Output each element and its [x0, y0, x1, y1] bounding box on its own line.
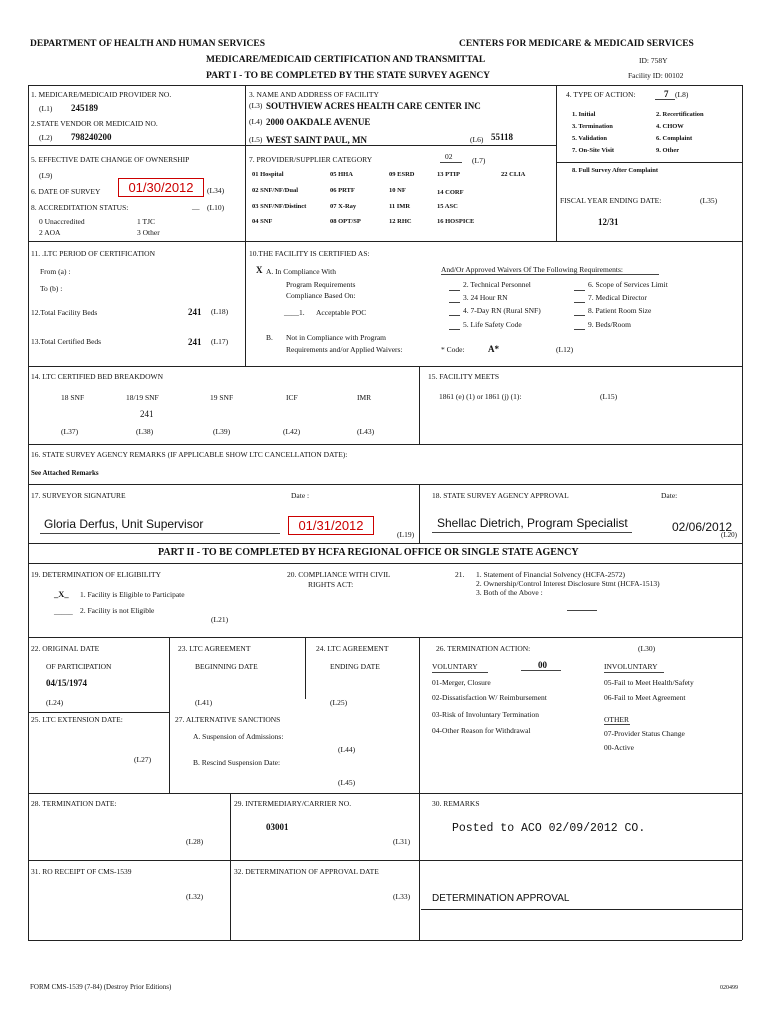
action-option: 7. On-Site Visit	[572, 147, 615, 154]
category-item: 22 CLIA	[501, 171, 526, 178]
facility-meets-text: 1861 (e) (1) or 1861 (j) (1):	[439, 392, 522, 401]
category-item: 07 X-Ray	[330, 203, 357, 210]
provider-no-label: 1. MEDICARE/MEDICAID PROVIDER NO.	[31, 90, 172, 99]
certified-beds-label: 13.Total Certified Beds	[31, 337, 102, 346]
not-eligible-blank: _____	[54, 607, 73, 616]
other-label: OTHER	[604, 715, 629, 724]
form-number: 020499	[720, 985, 738, 991]
voluntary-item: 01-Merger, Closure	[432, 678, 491, 687]
civil-rights-label: 20. COMPLIANCE WITH CIVIL	[287, 570, 391, 579]
survey-date-value: 01/30/2012	[118, 178, 204, 197]
category-item: 06 PRTF	[330, 187, 355, 194]
ltc-from: From (a) :	[40, 267, 71, 276]
waiver-item: 5. Life Safety Code	[463, 320, 522, 329]
s21-item: 3. Both of the Above :	[476, 588, 543, 597]
ltc-to: To (b) :	[40, 284, 63, 293]
bed-col: 18/19 SNF	[126, 393, 159, 402]
waiver-item: 9. Beds/Room	[588, 320, 631, 329]
ltc-end-sub: ENDING DATE	[330, 662, 380, 671]
s21-item: 1. Statement of Financial Solvency (HCFA-2572)	[476, 570, 626, 579]
eligibility-label: 19. DETERMINATION OF ELIGIBILITY	[31, 570, 161, 579]
l45-code: (L45)	[338, 778, 356, 787]
action-option: 6. Complaint	[656, 135, 693, 142]
bed-breakdown-value: 241	[140, 409, 154, 419]
facility-address-label: 3. NAME AND ADDRESS OF FACILITY	[249, 90, 379, 99]
not-eligible-option: 2. Facility is not Eligible	[80, 606, 155, 615]
category-item: 16 HOSPICE	[437, 218, 475, 225]
accreditation-blank: __	[192, 202, 200, 211]
eligible-check: _X_	[54, 589, 69, 599]
facility-street: 2000 OAKDALE AVENUE	[266, 117, 371, 127]
action-option: 3. Termination	[572, 123, 613, 130]
code-label: * Code:	[441, 345, 465, 354]
total-beds-value: 241	[188, 307, 202, 317]
waiver-item: 8. Patient Room Size	[588, 306, 652, 315]
original-date-sub: OF PARTICIPATION	[46, 662, 112, 671]
rescind-suspension: B. Rescind Suspension Date:	[193, 758, 281, 767]
ltc-period-label: 11. .LTC PERIOD OF CERTIFICATION	[31, 249, 156, 258]
l19-code: (L19)	[397, 530, 415, 539]
accreditation-option: 3 Other	[137, 228, 160, 237]
category-value: 02	[445, 152, 453, 161]
fiscal-year-label: FISCAL YEAR ENDING DATE:	[560, 196, 662, 205]
civil-rights-label-2: RIGHTS ACT:	[308, 580, 354, 589]
l27-code: (L27)	[134, 755, 152, 764]
facility-name: SOUTHVIEW ACRES HEALTH CARE CENTER INC	[266, 101, 481, 111]
l10-code: (L10)	[207, 203, 225, 212]
category-item: 11 IMR	[389, 203, 411, 210]
vendor-no-value: 798240200	[71, 132, 112, 142]
bed-col: IMR	[357, 393, 372, 402]
voluntary-label: VOLUNTARY	[432, 662, 478, 671]
surveyor-date: 01/31/2012	[288, 516, 374, 535]
termination-action-label: 26. TERMINATION ACTION:	[436, 644, 531, 653]
waiver-item: 4. 7-Day RN (Rural SNF)	[463, 306, 541, 315]
action-option: 9. Other	[656, 147, 680, 154]
approval-signature: Shellac Dietrich, Program Specialist	[437, 516, 628, 530]
type-action-value: 7	[664, 89, 669, 99]
l24-code: (L24)	[46, 698, 64, 707]
intermediary-value: 03001	[266, 822, 289, 832]
eligible-option: 1. Facility is Eligible to Participate	[80, 590, 185, 599]
program-requirements: Program Requirements	[286, 280, 356, 289]
category-item: 13 PTIP	[437, 171, 460, 178]
facility-id: Facility ID: 00102	[628, 71, 684, 80]
l18-code: (L18)	[211, 307, 229, 316]
surveyor-signature-label: 17. SURVEYOR SIGNATURE	[31, 491, 126, 500]
waiver-item: 2. Technical Personnel	[463, 280, 531, 289]
category-item: 03 SNF/NF/Distinct	[252, 203, 307, 210]
facility-zip: 55118	[491, 132, 514, 142]
l44-code: (L44)	[338, 745, 356, 754]
bed-breakdown-label: 14. LTC CERTIFIED BED BREAKDOWN	[31, 372, 163, 381]
acceptable-poc: Acceptable POC	[316, 308, 367, 317]
compliance-check: X	[256, 265, 263, 275]
termination-action-value: 00	[538, 660, 547, 670]
l21-code: (L21)	[211, 615, 229, 624]
facility-city: WEST SAINT PAUL, MN	[266, 135, 368, 145]
voluntary-item: 03-Risk of Involuntary Termination	[432, 710, 540, 719]
waivers-title: And/Or Approved Waivers Of The Following Requirements:	[441, 265, 624, 274]
bed-col: ICF	[286, 393, 298, 402]
suspension-admissions: A. Suspension of Admissions:	[193, 732, 284, 741]
applied-waivers: Requirements and/or Applied Waivers:	[286, 345, 403, 354]
l6-code: (L6)	[470, 135, 484, 144]
fiscal-year-value: 12/31	[598, 217, 619, 227]
l39-code: (L39)	[213, 427, 231, 436]
waiver-item: 3. 24 Hour RN	[463, 293, 508, 302]
bed-col: 18 SNF	[61, 393, 85, 402]
l5-code: (L5)	[249, 135, 263, 144]
determination-approval: DETERMINATION APPROVAL	[432, 893, 570, 904]
approval-date: 02/06/2012	[672, 520, 733, 534]
ltc-begin-label: 23. LTC AGREEMENT	[178, 644, 251, 653]
original-date-label: 22. ORIGINAL DATE	[31, 644, 100, 653]
total-beds-label: 12.Total Facility Beds	[31, 308, 98, 317]
accreditation-label: 8. ACCREDITATION STATUS:	[31, 203, 129, 212]
l3-code: (L3)	[249, 101, 263, 110]
approval-date-label: Date:	[661, 491, 678, 500]
not-in-compliance: Not in Compliance with Program	[286, 333, 386, 342]
accreditation-option: 0 Unaccredited	[39, 217, 85, 226]
other-item: 07-Provider Status Change	[604, 729, 685, 738]
involuntary-item: 05-Fail to Meet Health/Safety	[604, 678, 694, 687]
ro-receipt-label: 31. RO RECEIPT OF CMS-1539	[31, 867, 132, 876]
l7-code: (L7)	[472, 156, 486, 165]
accreditation-option: 2 AOA	[39, 228, 61, 237]
l2-code: (L2)	[39, 133, 53, 142]
survey-date-label: 6. DATE OF SURVEY	[31, 187, 101, 196]
involuntary-item: 06-Fail to Meet Agreement	[604, 693, 686, 702]
code-value: A*	[488, 344, 499, 354]
l15-code: (L15)	[600, 392, 618, 401]
action-option: 1. Initial	[572, 111, 596, 118]
certified-as-label: 10.THE FACILITY IS CERTIFIED AS:	[249, 249, 370, 258]
waiver-item: 6. Scope of Services Limit	[588, 280, 668, 289]
action-option: 8. Full Survey After Complaint	[572, 167, 659, 174]
cms-title: CENTERS FOR MEDICARE & MEDICAID SERVICES	[459, 39, 694, 49]
l34-code: (L34)	[207, 186, 225, 195]
certified-beds-value: 241	[188, 337, 202, 347]
category-label: 7. PROVIDER/SUPPLIER CATEGORY	[249, 155, 373, 164]
original-date-value: 04/15/1974	[46, 678, 88, 688]
category-item: 15 ASC	[437, 203, 458, 210]
category-item: 12 RHC	[389, 218, 412, 225]
provider-no-value: 245189	[71, 103, 98, 113]
l20-code: (L20)	[721, 531, 737, 539]
waiver-item: 7. Medical Director	[588, 293, 647, 302]
ownership-change-label: 5. EFFECTIVE DATE CHANGE OF OWNERSHIP	[31, 155, 190, 164]
category-item: 01 Hospital	[252, 171, 284, 178]
s21-item: 2. Ownership/Control Interest Disclosure Stmt (HCFA-1513)	[476, 579, 660, 588]
compliance-option-a: A. In Compliance With	[266, 267, 336, 276]
voluntary-item: 02-Dissatisfaction W/ Reimbursement	[432, 693, 547, 702]
l8-code: (L8)	[675, 90, 689, 99]
sanctions-label: 27. ALTERNATIVE SANCTIONS	[175, 715, 281, 724]
l38-code: (L38)	[136, 427, 154, 436]
l4-code: (L4)	[249, 117, 263, 126]
s21-number: 21.	[455, 570, 465, 579]
l31-code: (L31)	[393, 837, 411, 846]
remarks-16-label: 16. STATE SURVEY AGENCY REMARKS (IF APPLICABLE SHOW LTC CANCELLATION DATE):	[31, 450, 348, 459]
category-item: 09 ESRD	[389, 171, 415, 178]
compliance-based-on: Compliance Based On:	[286, 291, 356, 300]
bed-col: 19 SNF	[210, 393, 234, 402]
voluntary-item: 04-Other Reason for Withdrawal	[432, 726, 531, 735]
action-option: 4. CHOW	[656, 123, 684, 130]
remarks-16-value: See Attached Remarks	[31, 469, 99, 477]
l28-code: (L28)	[186, 837, 204, 846]
ltc-end-label: 24. LTC AGREEMENT	[316, 644, 389, 653]
surveyor-date-label: Date :	[291, 491, 310, 500]
remarks-30-value: Posted to ACO 02/09/2012 CO.	[452, 822, 646, 835]
termination-date-label: 28. TERMINATION DATE:	[31, 799, 117, 808]
approval-date-label-32: 32. DETERMINATION OF APPROVAL DATE	[234, 867, 379, 876]
category-item: 05 HHA	[330, 171, 353, 178]
part1-title: PART I - TO BE COMPLETED BY THE STATE SURVEY AGENCY	[206, 71, 491, 81]
form-id: ID: 758Y	[639, 56, 668, 65]
l33-code: (L33)	[393, 892, 411, 901]
vendor-no-label: 2.STATE VENDOR OR MEDICAID NO.	[31, 119, 158, 128]
l42-code: (L42)	[283, 427, 301, 436]
l12-code: (L12)	[556, 345, 574, 354]
l25-code: (L25)	[330, 698, 348, 707]
remarks-30-label: 30. REMARKS	[432, 799, 480, 808]
facility-meets-label: 15. FACILITY MEETS	[428, 372, 500, 381]
l43-code: (L43)	[357, 427, 375, 436]
l1-code: (L1)	[39, 104, 53, 113]
compliance-option-b: B.	[266, 333, 273, 342]
category-item: 04 SNF	[252, 218, 273, 225]
category-item: 08 OPT/SP	[330, 218, 361, 225]
surveyor-signature: Gloria Derfus, Unit Supervisor	[44, 517, 204, 531]
intermediary-label: 29. INTERMEDIARY/CARRIER NO.	[234, 799, 352, 808]
category-item: 14 CORF	[437, 189, 464, 196]
other-item: 00-Active	[604, 743, 634, 752]
dept-title: DEPARTMENT OF HEALTH AND HUMAN SERVICES	[30, 39, 266, 49]
l32-code: (L32)	[186, 892, 204, 901]
poc-blank: ____1.	[284, 308, 305, 317]
l17-code: (L17)	[211, 337, 229, 346]
form-footer: FORM CMS-1539 (7-84) (Destroy Prior Editions)	[30, 983, 172, 991]
category-item: 02 SNF/NF/Dual	[252, 187, 299, 194]
type-action-label: 4. TYPE OF ACTION:	[566, 90, 636, 99]
action-option: 5. Validation	[572, 135, 608, 142]
action-option: 2. Recertification	[656, 111, 704, 118]
l41-code: (L41)	[195, 698, 213, 707]
l35-code: (L35)	[700, 196, 718, 205]
l30-code: (L30)	[638, 644, 656, 653]
part2-title: PART II - TO BE COMPLETED BY HCFA REGIONAL OFFICE OR SINGLE STATE AGENCY	[158, 547, 579, 558]
l9-code: (L9)	[39, 171, 53, 180]
category-item: 10 NF	[389, 187, 406, 194]
l37-code: (L37)	[61, 427, 79, 436]
form-title: MEDICARE/MEDICAID CERTIFICATION AND TRANSMITTAL	[206, 55, 486, 65]
ltc-begin-sub: BEGINNING DATE	[195, 662, 258, 671]
involuntary-label: INVOLUNTARY	[604, 662, 658, 671]
accreditation-option: 1 TJC	[137, 217, 155, 226]
ltc-extension-label: 25. LTC EXTENSION DATE:	[31, 715, 123, 724]
approval-label: 18. STATE SURVEY AGENCY APPROVAL	[432, 491, 569, 500]
